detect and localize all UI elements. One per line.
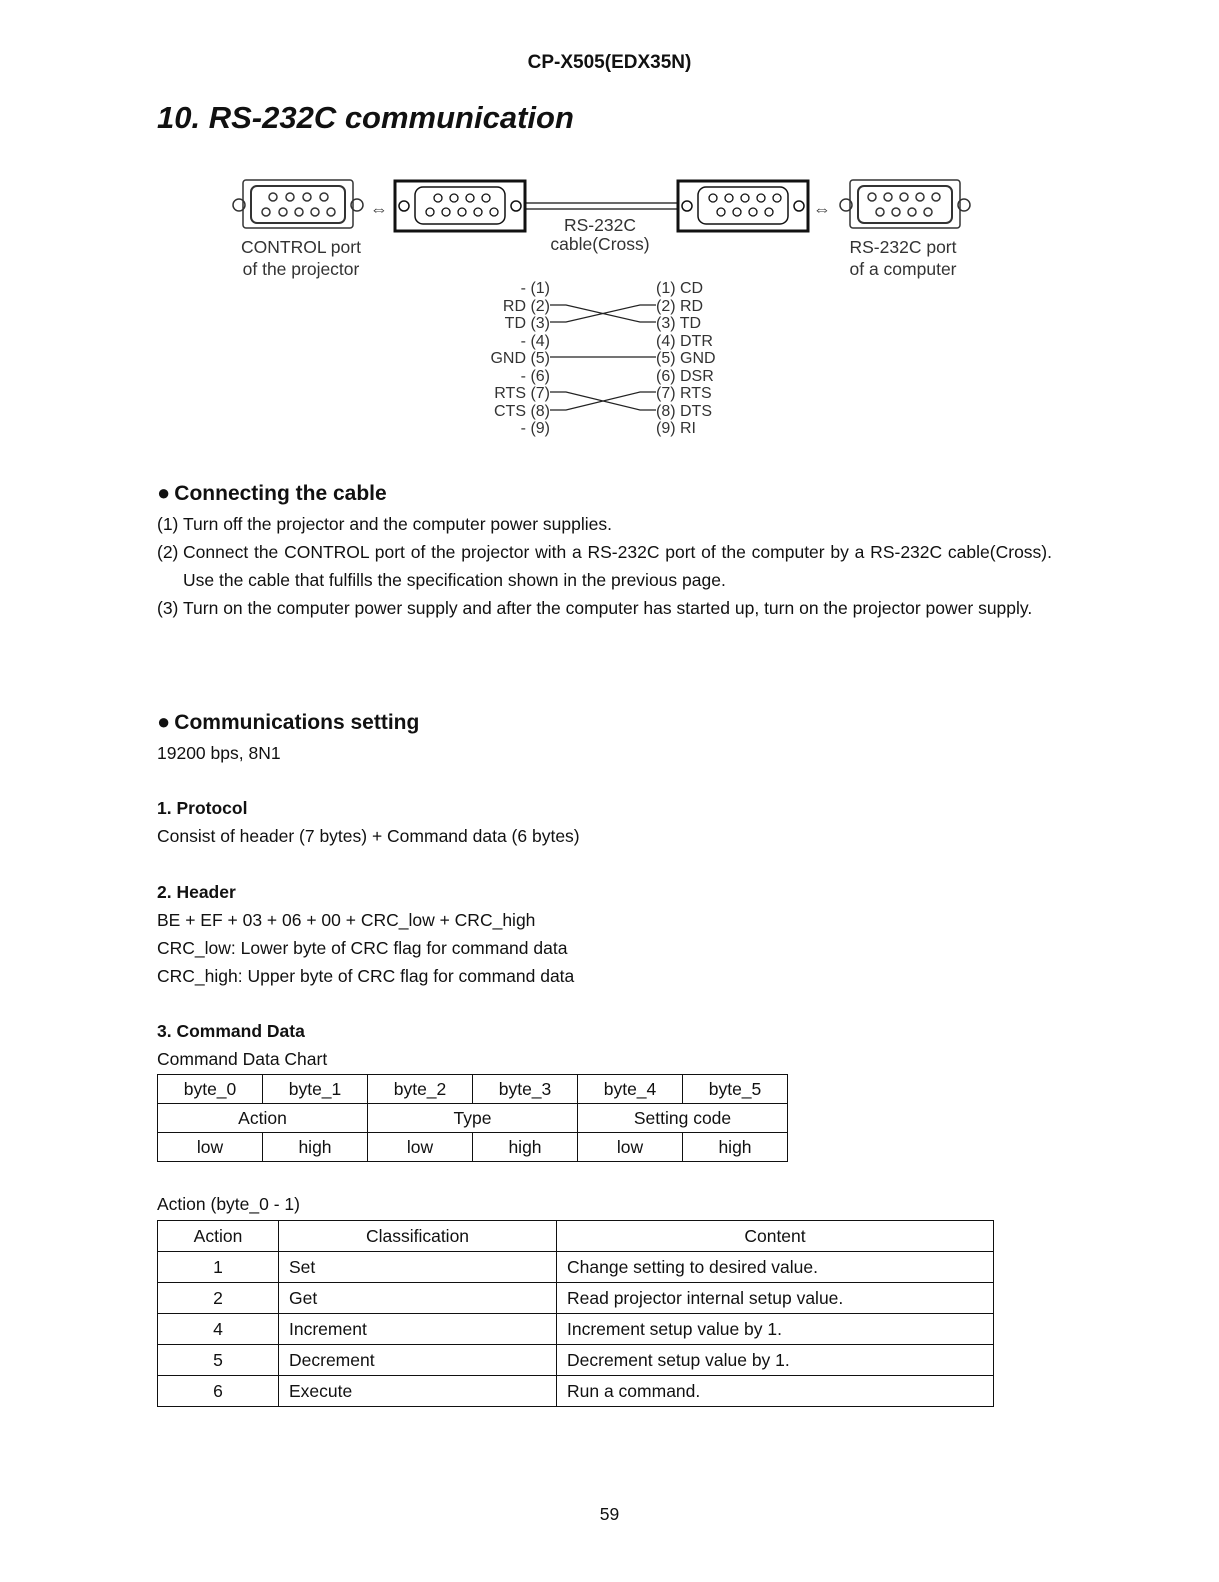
left-pin-label: CTS (8) [494, 403, 550, 420]
action-code: 1 [158, 1252, 279, 1283]
column-header: Content [557, 1221, 994, 1252]
action-classification: Set [279, 1252, 557, 1283]
left-pin-label: - (4) [520, 333, 550, 350]
left-pin-label: - (9) [520, 420, 550, 437]
left-pin-label: RD (2) [502, 298, 550, 315]
step-number: (1) [157, 514, 179, 534]
cable-label-line2: cable(Cross) [550, 234, 650, 254]
table-row [158, 1345, 994, 1376]
table-row [158, 1075, 788, 1104]
action-content: Change setting to desired value. [557, 1252, 994, 1283]
table-row [158, 1252, 994, 1283]
command-chart-label: Command Data Chart [157, 1049, 328, 1069]
left-port-label-line1: CONTROL port [241, 237, 361, 257]
action-content: Increment setup value by 1. [557, 1314, 994, 1345]
comm-heading-text: Communications setting [174, 711, 420, 734]
left-pin-label: TD (3) [504, 315, 550, 332]
action-code: 5 [158, 1345, 279, 1376]
right-pin-label: (3) TD [656, 315, 702, 332]
step-item [157, 510, 1052, 538]
table-cell: byte_5 [683, 1075, 788, 1104]
action-classification: Increment [279, 1314, 557, 1345]
connect-arrow-right: ⇔ [813, 199, 831, 219]
right-pin-label: (4) DTR [656, 333, 713, 350]
right-port-label-line1: RS-232C port [849, 237, 957, 257]
left-pin-label: - (6) [520, 368, 550, 385]
header-line: CRC_high: Upper byte of CRC flag for command data [157, 966, 575, 986]
right-pin-label: (6) DSR [656, 368, 714, 385]
table-cell: byte_0 [158, 1075, 263, 1104]
action-code: 2 [158, 1283, 279, 1314]
action-code: 4 [158, 1314, 279, 1345]
table-cell: low [158, 1133, 263, 1162]
table-row [158, 1133, 788, 1162]
command-data-heading: 3. Command Data [157, 1021, 305, 1041]
connecting-heading [157, 480, 387, 506]
step-number: (3) [157, 598, 179, 618]
connect-arrow-left: ⇔ [370, 199, 388, 219]
table-cell: byte_1 [263, 1075, 368, 1104]
table-cell: byte_4 [578, 1075, 683, 1104]
action-classification: Execute [279, 1376, 557, 1407]
action-table-label: Action (byte_0 - 1) [157, 1194, 300, 1214]
action-content: Read projector internal setup value. [557, 1283, 994, 1314]
table-row [158, 1283, 994, 1314]
cable-connector-left-icon [395, 181, 525, 231]
action-content: Run a command. [557, 1376, 994, 1407]
comm-setting-value: 19200 bps, 8N1 [157, 743, 281, 763]
cable-connector-right-icon [678, 181, 808, 231]
protocol-text: Consist of header (7 bytes) + Command data (6 bytes) [157, 826, 580, 846]
table-cell: byte_2 [368, 1075, 473, 1104]
right-pin-label: (1) CD [656, 280, 704, 297]
action-table [157, 1220, 994, 1407]
table-cell: Type [368, 1104, 578, 1133]
column-header: Classification [279, 1221, 557, 1252]
left-pin-label: RTS (7) [494, 385, 550, 402]
table-row [158, 1104, 788, 1133]
command-data-table [157, 1074, 788, 1162]
right-pin-label: (2) RD [656, 298, 704, 315]
connecting-heading-text: Connecting the cable [174, 482, 387, 505]
projector-control-port-icon [233, 180, 363, 228]
step-item [157, 538, 1052, 594]
table-cell: low [578, 1133, 683, 1162]
table-cell: high [683, 1133, 788, 1162]
table-cell: Action [158, 1104, 368, 1133]
cable-label-line1: RS-232C [564, 215, 636, 235]
right-pin-label: (8) DTS [656, 403, 712, 420]
step-text: Turn off the projector and the computer power supplies. [183, 514, 612, 534]
table-header-row [158, 1221, 994, 1252]
table-cell: byte_3 [473, 1075, 578, 1104]
header-line: BE + EF + 03 + 06 + 00 + CRC_low + CRC_high [157, 910, 536, 930]
left-port-label-line2: of the projector [242, 259, 360, 279]
left-pin-label: - (1) [520, 280, 550, 297]
table-row [158, 1314, 994, 1345]
section-title: 10. RS-232C communication [157, 100, 574, 135]
action-content: Decrement setup value by 1. [557, 1345, 994, 1376]
protocol-heading: 1. Protocol [157, 798, 248, 818]
header-heading: 2. Header [157, 882, 236, 902]
comm-heading [157, 709, 419, 735]
computer-rs232c-port-icon [840, 180, 970, 228]
bullet-icon: ● [157, 480, 171, 505]
step-text: Connect the CONTROL port of the projector with a RS-232C port of the computer by a RS-232C cable(Cross). Use the cable that fulfills the specification shown in the previous page. [183, 542, 1052, 590]
action-code: 6 [158, 1376, 279, 1407]
cable-line [525, 203, 678, 209]
action-classification: Get [279, 1283, 557, 1314]
table-cell: high [263, 1133, 368, 1162]
document-header: CP-X505(EDX35N) [527, 52, 692, 73]
table-cell: high [473, 1133, 578, 1162]
connecting-steps [157, 510, 1052, 622]
pin-wiring [550, 305, 656, 410]
right-pin-label: (7) RTS [656, 385, 712, 402]
right-port-label-line2: of a computer [849, 259, 957, 279]
step-number: (2) [157, 542, 179, 562]
rs232c-wiring-diagram [0, 170, 1219, 445]
step-item [157, 594, 1052, 622]
right-pin-label: (5) GND [656, 350, 716, 367]
page-number: 59 [599, 1504, 620, 1524]
left-pin-label: GND (5) [490, 350, 550, 367]
right-pin-label: (9) RI [656, 420, 696, 437]
table-cell: Setting code [578, 1104, 788, 1133]
bullet-icon: ● [157, 709, 171, 734]
action-classification: Decrement [279, 1345, 557, 1376]
table-row [158, 1376, 994, 1407]
header-line: CRC_low: Lower byte of CRC flag for command data [157, 938, 568, 958]
table-cell: low [368, 1133, 473, 1162]
column-header: Action [158, 1221, 279, 1252]
step-text: Turn on the computer power supply and after the computer has started up, turn on the projector power supply. [183, 598, 1033, 618]
